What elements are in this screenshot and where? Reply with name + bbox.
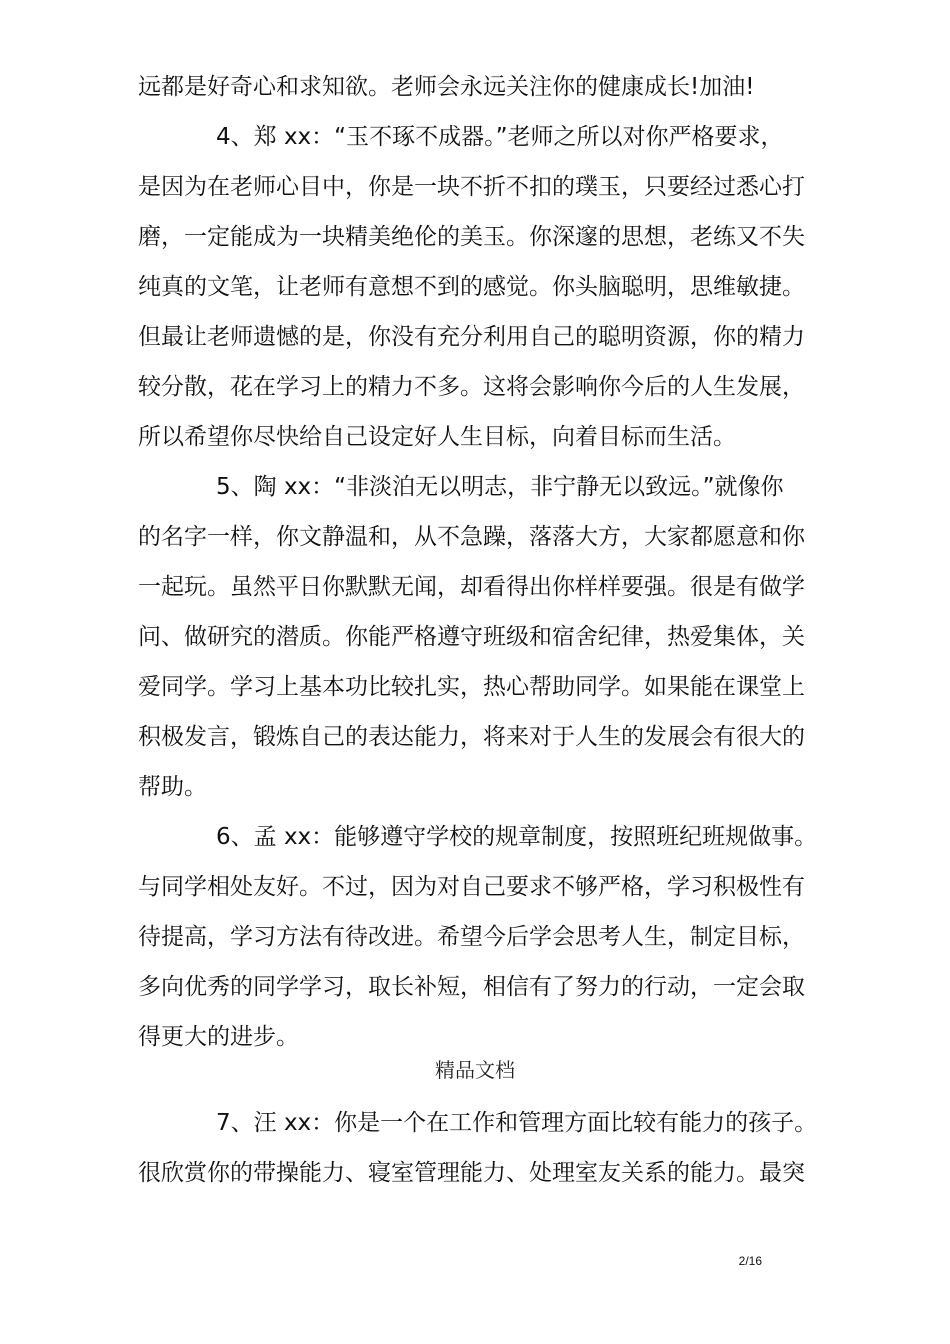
text-line: 4、郑 xx：“玉不琢不成器。”老师之所以对你严格要求， [216, 124, 784, 150]
text-line: 得更大的进步。 [138, 1024, 299, 1050]
text-line: 待提高，学习方法有待改进。希望今后学会思考人生，制定目标， [138, 924, 805, 950]
watermark-label: 精品文档 [435, 1058, 515, 1082]
text-line: 5、陶 xx：“非淡泊无以明志，非宁静无以致远。”就像你 [216, 474, 784, 500]
text-line: 纯真的文笔，让老师有意想不到的感觉。你头脑聪明，思维敏捷。 [138, 274, 805, 300]
text-line: 但最让老师遗憾的是，你没有充分利用自己的聪明资源，你的精力 [138, 324, 805, 350]
text-line: 6、孟 xx：能够遵守学校的规章制度，按照班纪班规做事。 [216, 824, 818, 850]
text-line: 远都是好奇心和求知欲。老师会永远关注你的健康成长!加油! [138, 74, 755, 100]
text-line: 问、做研究的潜质。你能严格遵守班级和宿舍纪律，热爱集体，关 [138, 624, 805, 650]
text-line: 7、汪 xx：你是一个在工作和管理方面比较有能力的孩子。 [216, 1110, 818, 1136]
text-line: 磨，一定能成为一块精美绝伦的美玉。你深邃的思想，老练又不失 [138, 224, 805, 250]
page-number: 2/16 [738, 1254, 762, 1268]
text-line: 爱同学。学习上基本功比较扎实，热心帮助同学。如果能在课堂上 [138, 674, 805, 700]
text-line: 是因为在老师心目中，你是一块不折不扣的璞玉，只要经过悉心打 [138, 174, 805, 200]
text-line: 帮助。 [138, 774, 207, 800]
text-line: 积极发言，锻炼自己的表达能力，将来对于人生的发展会有很大的 [138, 724, 805, 750]
text-line: 所以希望你尽快给自己设定好人生目标，向着目标而生活。 [138, 424, 736, 450]
text-line: 很欣赏你的带操能力、寝室管理能力、处理室友关系的能力。最突 [138, 1160, 805, 1186]
text-line: 一起玩。虽然平日你默默无闻，却看得出你样样要强。很是有做学 [138, 574, 805, 600]
text-line: 与同学相处友好。不过，因为对自己要求不够严格，学习积极性有 [138, 874, 805, 900]
text-line: 较分散，花在学习上的精力不多。这将会影响你今后的人生发展， [138, 374, 805, 400]
text-line: 多向优秀的同学学习，取长补短，相信有了努力的行动，一定会取 [138, 974, 805, 1000]
text-line: 的名字一样，你文静温和，从不急躁，落落大方，大家都愿意和你 [138, 524, 805, 550]
